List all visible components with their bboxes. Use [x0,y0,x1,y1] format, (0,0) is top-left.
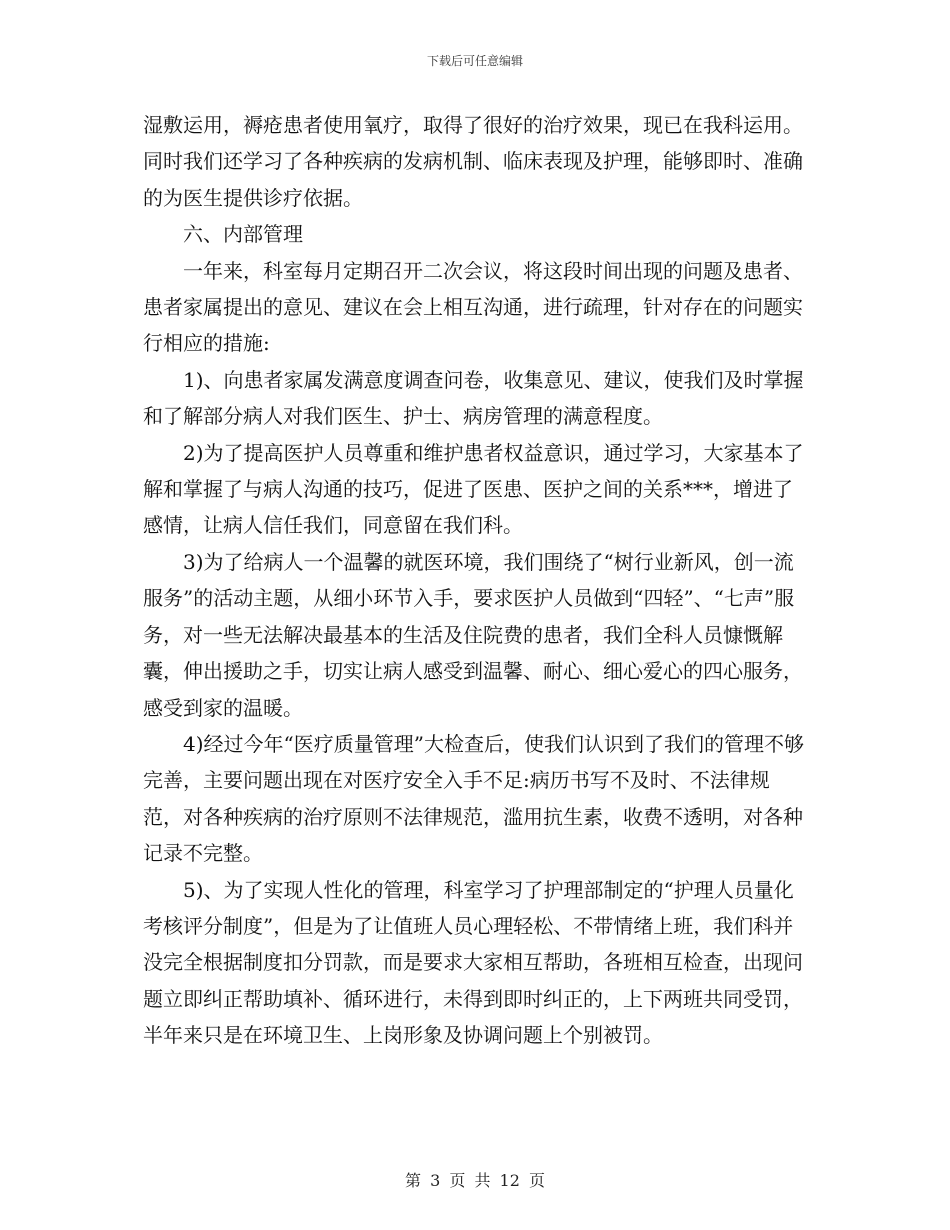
list-item-5: 5)、为了实现人性化的管理，科室学习了护理部制定的“护理人员量化考核评分制度”，但是为了让值班人员心理轻松、不带情绪上班，我们科并没完全根据制度扣分罚款，而是要求大家相互帮助，各班相互检查，出现问题立即纠正帮助填补、循环进行，未得到即时纠正的，上下两班共同受罚，半年来只是在环境卫生、上岗形象及协调问题上个别被罚。 [143,877,803,1048]
paragraph-3: 一年来，科室每月定期召开二次会议，将这段时间出现的问题及患者、患者家属提出的意见、建议在会上相互沟通，进行疏理，针对存在的问题实行相应的措施: [143,258,803,356]
list-item-1: 1)、向患者家属发满意度调查问卷，收集意见、建议，使我们及时掌握和了解部分病人对我们医生、护士、病房管理的满意程度。 [143,367,804,429]
page-number: 第 3 页 共 12 页 [405,1171,545,1190]
page-header: 下载后可任意编辑 [426,54,523,68]
document-body [143,107,805,1054]
list-item-4: 4)经过今年“医疗质量管理”大检查后，使我们认识到了我们的管理不够完善，主要问题出现在对医疗安全入手不足:病历书写不及时、不法律规范，对各种疾病的治疗原则不法律规范，滥用抗生素，收费不透明，对各种记录不完整。 [143,731,804,866]
paragraph-1: 湿敷运用，褥疮患者使用氧疗，取得了很好的治疗效果，现已在我科运用。同时我们还学习了各种疾病的发病机制、临床表现及护理，能够即时、准确的为医生提供诊疗依据。 [143,113,803,210]
list-item-3: 3)为了给病人一个温馨的就医环境，我们围绕了“树行业新风，创一流服务”的活动主题，从细小环节入手，要求医护人员做到“四轻”、“七声”服务，对一些无法解决最基本的生活及住院费的患者，我们全科人员慷慨解囊，伸出援助之手，切实让病人感受到温馨、耐心、细心爱心的四心服务，感受到家的温暖。 [143,549,803,720]
section-heading: 六、内部管理 [183,222,303,247]
list-item-2: 2)为了提高医护人员尊重和维护患者权益意识，通过学习，大家基本了解和掌握了与病人沟通的技巧，促进了医患、医护之间的关系***，增进了感情，让病人信任我们，同意留在我们科。 [143,440,804,538]
page-footer [0,1168,950,1191]
